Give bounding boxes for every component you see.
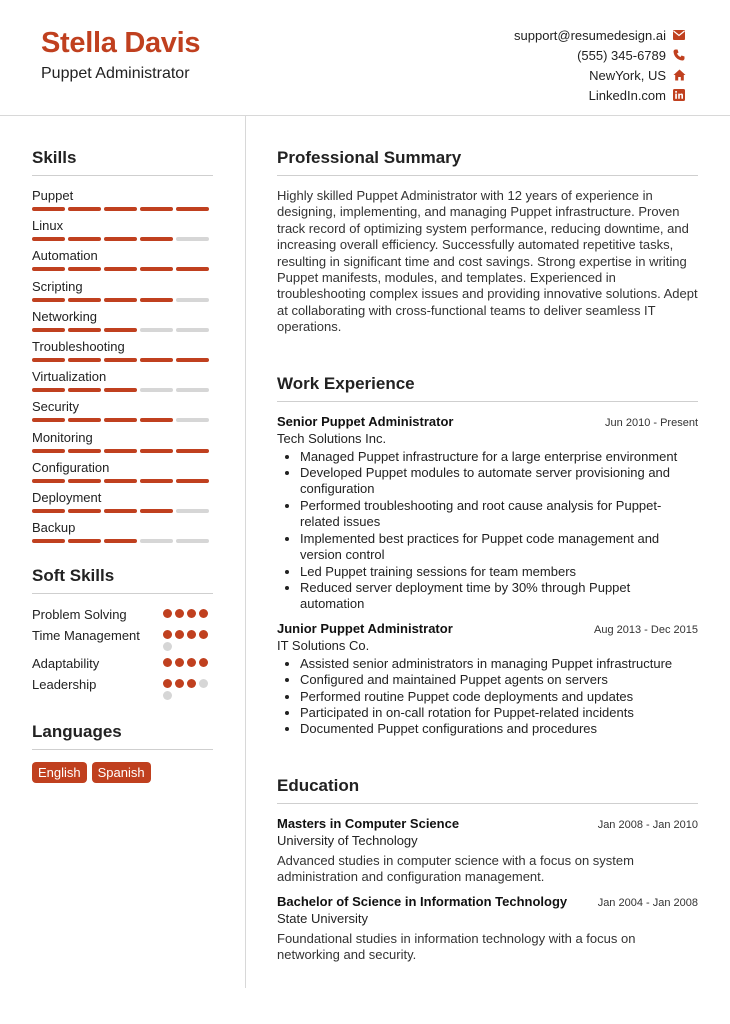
skill-level-segment [140,449,173,453]
skill-level-segment [176,509,209,513]
rating-dot [199,630,208,639]
job-bullet: • Assisted senior administrators in managing Puppet infrastructure [300,656,698,672]
soft-skill-rating [163,676,213,700]
skill-item [32,309,213,339]
skill-level-segment [68,267,101,271]
skill-level-segment [68,479,101,483]
soft-skill-rating [163,606,213,623]
job-title: Junior Puppet Administrator [277,620,453,636]
skill-level-segment [176,298,209,302]
skill-label: Monitoring [32,429,93,445]
skill-level-segment [176,207,209,211]
experience-title: Work Experience [277,374,698,402]
skill-label: Security [32,399,79,415]
skill-level-segment [140,388,173,392]
column-divider [245,116,246,988]
skill-level-segment [104,237,137,241]
skill-level-segment [68,509,101,513]
education-school: State University [277,910,369,926]
skill-level-segment [68,388,101,392]
skill-level-segment [32,479,65,483]
skill-level-segment [32,358,65,362]
rating-dot [163,642,172,651]
contact-location [514,65,686,85]
skill-level-segment [104,479,137,483]
summary-text: Highly skilled Puppet Administrator with 12 years of experience in designing, implementing, and managing Puppet infrastructure. Proven track record of optimizing system performance, reducing downtime, and increasing overall efficiency. Successfully automated repetitive tasks, resulting in significant time and cost savings. Strong expertise in writing Puppet manifests, modules, and templates. Experienced in troubleshooting complex issues and providing innovative solutions. Adept at collaborating with cross-functional teams to deliver seamless IT operations. [277,188,698,335]
skill-item [32,188,213,218]
contact-linkedin-text: LinkedIn.com [588,87,666,103]
rating-dot [163,691,172,700]
soft-skill-item [32,655,213,672]
job-bullet: • Configured and maintained Puppet agents on servers [300,672,698,688]
skill-level-segment [140,237,173,241]
skill-item [32,520,213,550]
rating-dot [175,609,184,618]
language-pill-english: English [32,762,87,783]
skill-level-segment [176,237,209,241]
skill-level-bar [32,449,213,453]
skills-list [32,188,213,550]
skill-level-segment [104,298,137,302]
linkedin-icon [672,88,686,102]
soft-skills-section [32,566,213,700]
languages-title: Languages [32,722,213,750]
education-entry [277,894,698,964]
job-bullet: • Managed Puppet infrastructure for a large enterprise environment [300,449,698,465]
education-school: University of Technology [277,832,418,848]
job-bullet: • Implemented best practices for Puppet code management and version control [300,531,698,564]
skill-label: Scripting [32,278,83,294]
experience-section [277,374,698,738]
summary-section [277,148,698,336]
skill-level-bar [32,479,213,483]
skill-level-segment [68,328,101,332]
skill-item [32,369,213,399]
skill-level-segment [104,418,137,422]
job-bullet: • Developed Puppet modules to automate server provisioning and configuration [300,465,698,498]
skill-item [32,279,213,309]
skill-level-segment [32,207,65,211]
soft-skills-title: Soft Skills [32,566,213,594]
contact-email-text: support@resumedesign.ai [514,27,666,43]
education-date: Jan 2008 - Jan 2010 [597,818,698,831]
skill-level-segment [104,388,137,392]
summary-title: Professional Summary [277,148,698,176]
soft-skill-label: Leadership [32,677,97,693]
education-degree: Masters in Computer Science [277,815,460,831]
skill-level-segment [176,358,209,362]
skill-level-segment [176,479,209,483]
skill-level-segment [176,388,209,392]
skill-level-segment [68,298,101,302]
skill-item [32,460,213,490]
rating-dot [163,658,172,667]
skill-level-bar [32,388,213,392]
soft-skill-item [32,676,213,700]
skill-level-segment [104,539,137,543]
job-date: Aug 2013 - Dec 2015 [594,623,698,636]
skill-level-segment [68,539,101,543]
rating-dot [187,679,196,688]
contact-info [514,25,686,105]
skill-level-segment [104,267,137,271]
skill-level-bar [32,358,213,362]
skill-item [32,490,213,520]
job-bullet: • Reduced server deployment time by 30% through Puppet automation [300,580,698,613]
education-section [277,776,698,964]
skill-label: Virtualization [32,369,107,385]
rating-dot [175,679,184,688]
skill-level-segment [68,418,101,422]
soft-skill-label: Time Management [32,628,140,644]
skill-level-segment [68,237,101,241]
rating-dot [163,679,172,688]
skill-label: Troubleshooting [32,338,125,354]
skill-level-segment [140,207,173,211]
skill-level-segment [32,237,65,241]
skills-section [32,148,213,550]
soft-skill-rating [163,627,213,651]
rating-dot [163,630,172,639]
job-company: Tech Solutions Inc. [277,430,387,446]
skill-item [32,248,213,278]
rating-dot [199,658,208,667]
skill-level-segment [32,539,65,543]
skill-level-bar [32,328,213,332]
skill-label: Linux [32,218,64,234]
skill-item [32,399,213,429]
contact-linkedin[interactable] [514,85,686,105]
soft-skill-label: Adaptability [32,656,100,672]
skill-level-segment [140,267,173,271]
skill-label: Configuration [32,459,110,475]
candidate-name: Stella Davis [41,27,201,59]
education-title: Education [277,776,698,804]
skill-item [32,339,213,369]
skill-item [32,218,213,248]
skill-level-segment [140,509,173,513]
contact-phone[interactable] [514,45,686,65]
skill-level-segment [32,509,65,513]
skill-level-segment [32,298,65,302]
rating-dot [175,658,184,667]
skill-level-segment [104,358,137,362]
skill-level-segment [176,328,209,332]
skill-label: Backup [32,520,76,536]
job-bullet: • Performed troubleshooting and root cause analysis for Puppet-related issues [300,498,698,531]
rating-dot [175,630,184,639]
skill-level-bar [32,207,213,211]
skill-level-segment [140,298,173,302]
skill-level-segment [104,509,137,513]
education-description: Advanced studies in computer science with a focus on system administration and configuration management. [277,852,634,885]
job-bullets [277,449,698,613]
job-entry [277,621,698,738]
rating-dot [187,658,196,667]
skill-level-segment [32,388,65,392]
soft-skill-item [32,606,213,623]
skill-item [32,430,213,460]
skill-label: Automation [32,248,98,264]
skill-level-bar [32,539,213,543]
languages-section [32,722,213,783]
skill-level-segment [104,449,137,453]
rating-dot [187,630,196,639]
rating-dot [187,609,196,618]
skill-level-segment [32,418,65,422]
contact-phone-text: (555) 345-6789 [577,47,666,63]
left-column [32,148,213,783]
skill-level-bar [32,418,213,422]
skill-level-segment [68,358,101,362]
skills-title: Skills [32,148,213,176]
language-pill-spanish: Spanish [92,762,151,783]
skill-level-segment [140,479,173,483]
skill-level-segment [176,449,209,453]
phone-icon [672,48,686,62]
skill-level-segment [140,539,173,543]
soft-skill-item [32,627,213,651]
skill-level-segment [68,207,101,211]
resume-header [0,0,730,116]
contact-location-text: NewYork, US [589,67,666,83]
skill-level-bar [32,237,213,241]
soft-skill-label: Problem Solving [32,607,127,623]
education-entry [277,816,698,886]
skill-level-segment [176,267,209,271]
skill-label: Puppet [32,188,74,203]
skill-label: Networking [32,308,98,324]
job-bullet: • Participated in on-call rotation for Puppet-related incidents [300,705,698,721]
rating-dot [163,609,172,618]
right-column [277,148,698,963]
job-title: Senior Puppet Administrator [277,413,454,429]
job-bullet: • Led Puppet training sessions for team members [300,564,698,580]
skill-level-segment [140,358,173,362]
job-bullets [277,656,698,738]
envelope-icon [672,28,686,42]
skill-level-segment [176,418,209,422]
rating-dot [199,609,208,618]
candidate-title: Puppet Administrator [41,65,190,82]
job-company: IT Solutions Co. [277,637,370,653]
contact-email[interactable] [514,25,686,45]
skill-level-segment [32,328,65,332]
skill-level-segment [176,539,209,543]
job-date: Jun 2010 - Present [605,416,698,429]
skill-level-segment [104,207,137,211]
education-degree: Bachelor of Science in Information Technology [277,893,568,909]
skill-level-segment [104,328,137,332]
skill-level-bar [32,267,213,271]
skill-level-segment [68,449,101,453]
education-description: Foundational studies in information technology with a focus on networking and security. [277,930,636,962]
home-icon [672,68,686,82]
languages-list [32,762,213,783]
soft-skills-list [32,606,213,700]
skill-level-bar [32,509,213,513]
job-bullet: • Documented Puppet configurations and procedures [300,721,698,737]
skill-level-segment [32,449,65,453]
skill-level-bar [32,298,213,302]
job-entry [277,414,698,613]
skill-level-segment [32,267,65,271]
skill-label: Deployment [32,489,102,505]
skill-level-segment [140,418,173,422]
job-bullet: • Performed routine Puppet code deployments and updates [300,689,698,705]
education-date: Jan 2004 - Jan 2008 [597,896,698,909]
skill-level-segment [140,328,173,332]
soft-skill-rating [163,655,213,672]
rating-dot [199,679,208,688]
